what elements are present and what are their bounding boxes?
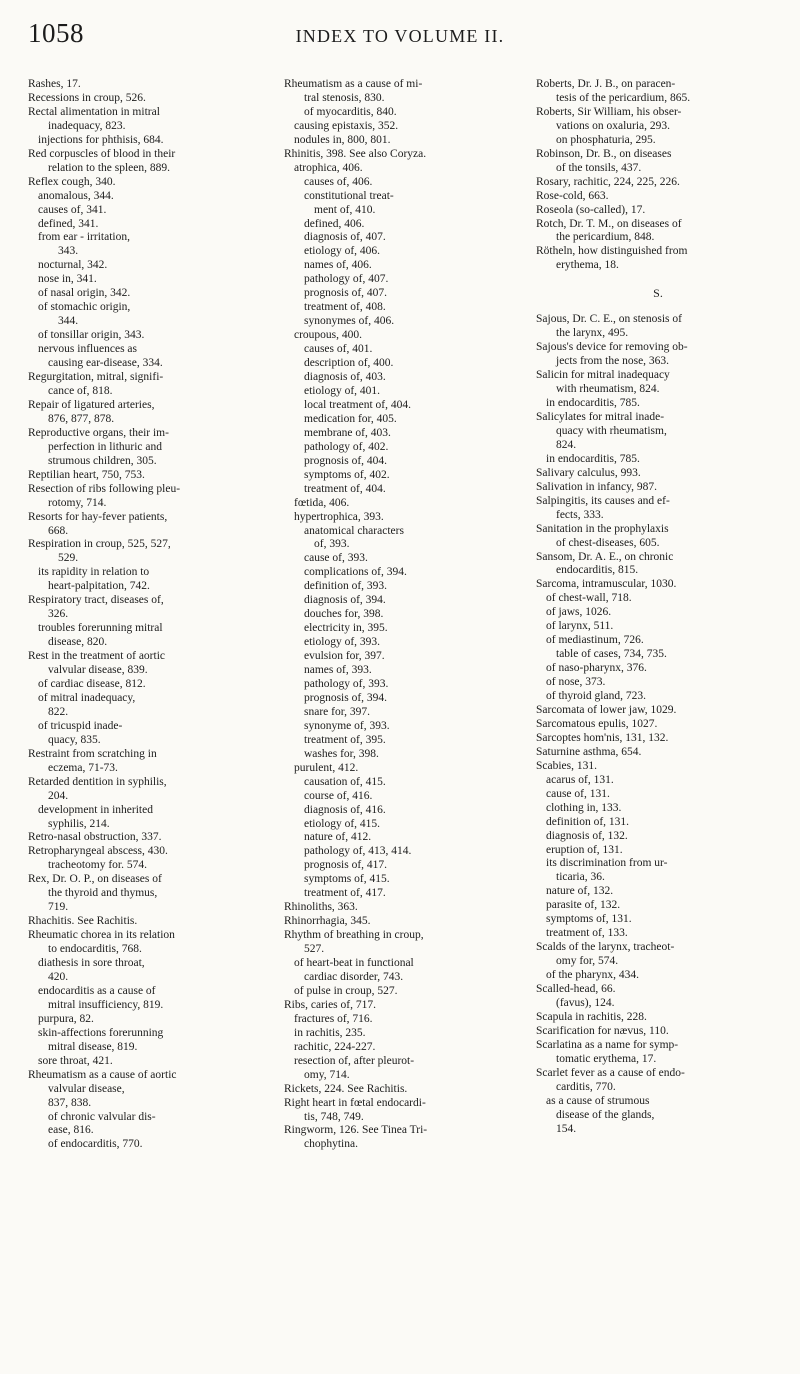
- index-entry-line: of naso-pharynx, 376.: [546, 662, 647, 675]
- index-entry-line: description of, 400.: [304, 357, 394, 370]
- index-entry-line: treatment of, 395.: [304, 733, 386, 746]
- index-entry-line: skin-affections forerunning: [38, 1026, 164, 1039]
- index-entry-line: diathesis in sore throat,: [38, 957, 145, 970]
- index-entry-line: rachitic, 224-227.: [294, 1040, 376, 1053]
- index-entry-line: nose in, 341.: [38, 273, 97, 286]
- index-entry-line: chophytina.: [304, 1138, 358, 1151]
- index-entry-line: vations on oxaluria, 293.: [556, 119, 671, 132]
- index-entry-line: strumous children, 305.: [48, 454, 157, 467]
- index-entry-line: Scarification for nævus, 110.: [536, 1024, 669, 1037]
- index-entry-line: on phosphaturia, 295.: [556, 133, 656, 146]
- index-entry-line: synonyme of, 393.: [304, 719, 390, 732]
- index-entry-line: development in inherited: [38, 803, 153, 816]
- index-entry-line: relation to the spleen, 889.: [48, 161, 170, 174]
- index-entry-line: of nasal origin, 342.: [38, 287, 131, 300]
- index-entry-line: 343.: [58, 245, 79, 258]
- index-entry-line: Roberts, Sir William, his obser-: [536, 105, 682, 118]
- index-entry-line: tesis of the pericardium, 865.: [556, 91, 691, 104]
- index-entry-line: fractures of, 716.: [294, 1012, 373, 1025]
- index-entry-line: quacy, 835.: [48, 733, 101, 746]
- index-entry-line: treatment of, 133.: [546, 927, 628, 940]
- index-entry-line: hypertrophica, 393.: [294, 510, 384, 523]
- index-entry-line: of stomachic origin,: [38, 301, 131, 314]
- index-entry-line: inadequacy, 823.: [48, 119, 126, 132]
- index-entry-line: omy for, 574.: [556, 955, 619, 968]
- index-entry-line: Retropharyngeal abscess, 430.: [28, 845, 168, 858]
- index-entry-line: Rashes, 17.: [28, 78, 81, 90]
- index-entry-line: of, 393.: [314, 538, 350, 551]
- index-entry-line: of mediastinum, 726.: [546, 634, 644, 647]
- index-entry-line: Sarcomata of lower jaw, 1029.: [536, 703, 677, 716]
- index-entry-line: etiology of, 393.: [304, 636, 381, 649]
- index-entry-line: Restraint from scratching in: [28, 747, 157, 760]
- index-entry-line: etiology of, 406.: [304, 245, 381, 258]
- index-entry-line: causing epistaxis, 352.: [294, 119, 399, 132]
- section-letter: S.: [653, 286, 663, 301]
- index-entry-line: of mitral inadequacy,: [38, 691, 136, 704]
- index-entry-line: carditis, 770.: [556, 1080, 616, 1093]
- index-entry-line: omy, 714.: [304, 1068, 350, 1081]
- index-entry-line: electricity in, 395.: [304, 622, 388, 635]
- index-entry-line: syphilis, 214.: [48, 817, 110, 830]
- index-entry-line: jects from the nose, 363.: [556, 355, 670, 368]
- index-entry-line: fœtida, 406.: [294, 496, 350, 509]
- index-column-1: [28, 78, 268, 1152]
- index-entry-line: names of, 406.: [304, 259, 372, 272]
- index-entry-line: as a cause of strumous: [546, 1094, 650, 1107]
- index-entry-line: treatment of, 417.: [304, 887, 386, 900]
- index-entry-line: 837, 838.: [48, 1096, 92, 1109]
- index-entry-line: valvular disease,: [48, 1082, 125, 1095]
- index-entry-line: in rachitis, 235.: [294, 1026, 366, 1039]
- index-entry-line: of thyroid gland, 723.: [546, 690, 646, 703]
- index-entry-line: Salivary calculus, 993.: [536, 466, 641, 479]
- index-entry-line: the pericardium, 848.: [556, 231, 655, 244]
- index-entry-line: etiology of, 415.: [304, 817, 381, 830]
- index-entry-line: Retarded dentition in syphilis,: [28, 775, 167, 788]
- index-entry-line: Sansom, Dr. A. E., on chronic: [536, 550, 674, 563]
- index-entry-line: symptoms of, 402.: [304, 468, 390, 481]
- index-entry-line: eruption of, 131.: [546, 843, 623, 856]
- index-entry-line: purpura, 82.: [38, 1012, 94, 1025]
- index-entry-line: Scalds of the larynx, tracheot-: [536, 941, 675, 954]
- index-entry-line: constitutional treat-: [304, 189, 394, 202]
- index-entry-line: names of, 393.: [304, 664, 372, 677]
- index-entry-line: Sarcoma, intramuscular, 1030.: [536, 578, 677, 591]
- index-entry-line: diagnosis of, 416.: [304, 803, 386, 816]
- page-header: [0, 12, 800, 52]
- index-entry-line: croupous, 400.: [294, 329, 363, 342]
- index-entry-line: its discrimination from ur-: [546, 857, 668, 870]
- index-entry-line: pathology of, 407.: [304, 273, 389, 286]
- index-entry-line: fects, 333.: [556, 508, 604, 521]
- index-entry-line: the thyroid and thymus,: [48, 887, 158, 900]
- index-entry-line: Rhythm of breathing in croup,: [284, 929, 424, 942]
- index-entry-line: quacy with rheumatism,: [556, 424, 667, 437]
- index-entry-line: endocarditis, 815.: [556, 564, 639, 577]
- index-entry-line: of pulse in croup, 527.: [294, 984, 398, 997]
- index-entry-line: course of, 416.: [304, 789, 373, 802]
- index-entry-line: nocturnal, 342.: [38, 259, 108, 272]
- index-entry-line: Reflex cough, 340.: [28, 175, 116, 188]
- index-entry-line: 527.: [304, 943, 325, 956]
- index-entry-line: its rapidity in relation to: [38, 566, 150, 579]
- index-entry-line: Rose-cold, 663.: [536, 189, 609, 202]
- index-entry-line: Rotch, Dr. T. M., on diseases of: [536, 217, 682, 230]
- index-entry-line: prognosis of, 404.: [304, 454, 388, 467]
- index-entry-line: 668.: [48, 524, 69, 537]
- index-entry-line: diagnosis of, 403.: [304, 371, 386, 384]
- index-entry-line: prognosis of, 407.: [304, 287, 388, 300]
- index-entry-line: causes of, 401.: [304, 343, 373, 356]
- index-entry-line: to endocarditis, 768.: [48, 943, 142, 956]
- index-entry-line: tral stenosis, 830.: [304, 91, 385, 104]
- index-entry-line: Robinson, Dr. B., on diseases: [536, 147, 672, 160]
- index-column-3: [536, 78, 780, 1137]
- index-entry-line: Respiratory tract, diseases of,: [28, 594, 164, 607]
- index-entry-line: Sanitation in the prophylaxis: [536, 522, 669, 535]
- index-entry-line: diagnosis of, 132.: [546, 829, 628, 842]
- index-entry-line: 326.: [48, 608, 69, 621]
- index-entry-line: of larynx, 511.: [546, 620, 614, 633]
- index-entry-line: diagnosis of, 394.: [304, 594, 386, 607]
- page-number: 1058: [28, 18, 84, 48]
- index-entry-line: eczema, 71-73.: [48, 761, 118, 774]
- index-entry-line: defined, 406.: [304, 217, 365, 230]
- index-entry-line: Roberts, Dr. J. B., on paracen-: [536, 78, 676, 90]
- index-entry-line: Rheumatic chorea in its relation: [28, 929, 175, 942]
- index-entry-line: nervous influences as: [38, 343, 137, 356]
- index-entry-line: prognosis of, 394.: [304, 691, 388, 704]
- index-entry-line: definition of, 393.: [304, 580, 388, 593]
- index-entry-line: Sarcomatous epulis, 1027.: [536, 717, 658, 730]
- index-entry-line: Salivation in infancy, 987.: [536, 480, 657, 493]
- index-entry-line: Scarlet fever as a cause of endo-: [536, 1066, 685, 1079]
- index-entry-line: pathology of, 413, 414.: [304, 845, 412, 858]
- index-entry-line: of the tonsils, 437.: [556, 161, 642, 174]
- index-entry-line: purulent, 412.: [294, 761, 359, 774]
- index-entry-line: table of cases, 734, 735.: [556, 648, 667, 661]
- index-entry-line: Reproductive organs, their im-: [28, 426, 169, 439]
- page-title: INDEX TO VOLUME II.: [295, 26, 505, 46]
- index-entry-line: parasite of, 132.: [546, 899, 621, 912]
- index-entry-line: ticaria, 36.: [556, 871, 605, 884]
- index-entry-line: mitral insufficiency, 819.: [48, 998, 164, 1011]
- index-entry-line: Rhachitis. See Rachitis.: [28, 915, 138, 928]
- index-entry-line: erythema, 18.: [556, 259, 619, 272]
- index-entry-line: causation of, 415.: [304, 775, 386, 788]
- index-entry-line: cause of, 131.: [546, 787, 610, 800]
- index-entry-line: Rheumatism as a cause of aortic: [28, 1068, 177, 1081]
- index-entry-line: disease of the glands,: [556, 1108, 655, 1121]
- index-entry-line: of chronic valvular dis-: [48, 1110, 156, 1123]
- index-entry-line: cance of, 818.: [48, 384, 113, 397]
- index-entry-line: douches for, 398.: [304, 608, 384, 621]
- index-entry-line: resection of, after pleurot-: [294, 1054, 415, 1067]
- index-entry-line: 529.: [58, 552, 79, 565]
- index-entry-line: treatment of, 408.: [304, 301, 386, 314]
- index-entry-line: of the pharynx, 434.: [546, 969, 639, 982]
- index-entry-line: Sajous, Dr. C. E., on stenosis of: [536, 313, 682, 326]
- index-entry-line: Scabies, 131.: [536, 759, 598, 772]
- index-entry-line: in endocarditis, 785.: [546, 452, 640, 465]
- index-entry-line: medication for, 405.: [304, 412, 397, 425]
- index-entry-line: Ribs, caries of, 717.: [284, 998, 376, 1011]
- index-entry-line: sore throat, 421.: [38, 1054, 113, 1067]
- index-entry-line: injections for phthisis, 684.: [38, 133, 164, 146]
- index-entry-line: 824.: [556, 438, 577, 451]
- index-entry-line: Rosary, rachitic, 224, 225, 226.: [536, 175, 680, 188]
- index-entry-line: perfection in lithuric and: [48, 440, 163, 453]
- index-entry-line: Rheumatism as a cause of mi-: [284, 78, 423, 90]
- index-entry-line: pathology of, 393.: [304, 677, 389, 690]
- index-entry-line: Resection of ribs following pleu-: [28, 482, 181, 495]
- index-entry-line: mitral disease, 819.: [48, 1040, 138, 1053]
- index-column-2: [284, 78, 524, 1152]
- index-entry-line: atrophica, 406.: [294, 161, 363, 174]
- index-entry-line: Scalled-head, 66.: [536, 983, 616, 996]
- index-entry-line: local treatment of, 404.: [304, 398, 411, 411]
- index-entry-line: ease, 816.: [48, 1124, 94, 1137]
- index-entry-line: Roseola (so-called), 17.: [536, 203, 646, 216]
- index-entry-line: Sarcoptes hom'nis, 131, 132.: [536, 731, 669, 744]
- index-entry-line: anatomical characters: [304, 524, 404, 537]
- index-entry-line: ment of, 410.: [314, 203, 376, 216]
- index-entry-line: defined, 341.: [38, 217, 99, 230]
- index-entry-line: valvular disease, 839.: [48, 664, 148, 677]
- index-entry-line: Scapula in rachitis, 228.: [536, 1010, 647, 1023]
- index-entry-line: Rhinitis, 398. See also Coryza.: [284, 147, 427, 160]
- index-entry-line: 719.: [48, 901, 69, 914]
- index-entry-line: Ringworm, 126. See Tinea Tri-: [284, 1124, 428, 1137]
- index-entry-line: of tricuspid inade-: [38, 719, 123, 732]
- index-entry-line: heart-palpitation, 742.: [48, 580, 150, 593]
- index-entry-line: treatment of, 404.: [304, 482, 386, 495]
- index-entry-line: of endocarditis, 770.: [48, 1138, 143, 1151]
- index-entry-line: of jaws, 1026.: [546, 606, 612, 619]
- index-entry-line: 822.: [48, 705, 69, 718]
- index-entry-line: acarus of, 131.: [546, 773, 614, 786]
- index-entry-line: troubles forerunning mitral: [38, 622, 163, 635]
- index-entry-line: Reptilian heart, 750, 753.: [28, 468, 145, 481]
- index-entry-line: tis, 748, 749.: [304, 1110, 364, 1123]
- index-entry-line: tomatic erythema, 17.: [556, 1052, 657, 1065]
- index-entry-line: Retro-nasal obstruction, 337.: [28, 831, 162, 844]
- index-entry-line: Salpingitis, its causes and ef-: [536, 494, 670, 507]
- index-entry-line: Respiration in croup, 525, 527,: [28, 538, 171, 551]
- index-entry-line: in endocarditis, 785.: [546, 397, 640, 410]
- index-entry-line: 154.: [556, 1122, 577, 1135]
- index-entry-line: Rötheln, how distinguished from: [536, 245, 688, 258]
- index-entry-line: Repair of ligatured arteries,: [28, 398, 155, 411]
- index-entry-line: cardiac disorder, 743.: [304, 971, 404, 983]
- index-entry-line: symptoms of, 415.: [304, 873, 390, 886]
- index-entry-line: Recessions in croup, 526.: [28, 91, 146, 104]
- index-entry-line: from ear - irritation,: [38, 231, 130, 244]
- index-entry-line: Salicylates for mitral inade-: [536, 410, 665, 423]
- index-entry-line: prognosis of, 417.: [304, 859, 388, 872]
- index-entry-line: Resorts for hay-fever patients,: [28, 510, 168, 523]
- index-entry-line: causes of, 406.: [304, 175, 373, 188]
- index-entry-line: endocarditis as a cause of: [38, 984, 156, 997]
- index-entry-line: pathology of, 402.: [304, 440, 389, 453]
- index-entry-line: evulsion for, 397.: [304, 650, 385, 663]
- index-entry-line: definition of, 131.: [546, 815, 630, 828]
- index-entry-line: disease, 820.: [48, 636, 108, 649]
- index-entry-line: (favus), 124.: [556, 997, 615, 1009]
- index-entry-line: nodules in, 800, 801.: [294, 133, 391, 146]
- index-entry-line: snare for, 397.: [304, 705, 370, 718]
- index-entry-line: Saturnine asthma, 654.: [536, 745, 642, 758]
- index-entry-line: symptoms of, 131.: [546, 913, 632, 926]
- index-entry-line: Scarlatina as a name for symp-: [536, 1038, 679, 1051]
- index-entry-line: 420.: [48, 971, 69, 983]
- index-entry-line: of cardiac disease, 812.: [38, 677, 146, 690]
- index-entry-line: diagnosis of, 407.: [304, 231, 386, 244]
- index-entry-line: Rhinorrhagia, 345.: [284, 915, 371, 928]
- index-entry-line: of heart-beat in functional: [294, 957, 414, 970]
- index-entry-line: nature of, 412.: [304, 831, 372, 844]
- index-entry-line: membrane of, 403.: [304, 426, 391, 439]
- index-entry-line: Right heart in fœtal endocardi-: [284, 1096, 426, 1109]
- index-entry-line: Salicin for mitral inadequacy: [536, 369, 670, 382]
- index-entry-line: anomalous, 344.: [38, 189, 114, 202]
- index-entry-line: of chest-diseases, 605.: [556, 536, 660, 549]
- index-entry-line: of myocarditis, 840.: [304, 105, 397, 118]
- index-entry-line: etiology of, 401.: [304, 384, 381, 397]
- index-entry-line: Rex, Dr. O. P., on diseases of: [28, 873, 162, 886]
- index-entry-line: causes of, 341.: [38, 203, 107, 216]
- index-entry-line: of tonsillar origin, 343.: [38, 329, 145, 342]
- index-entry-line: Regurgitation, mitral, signifi-: [28, 371, 164, 384]
- index-entry-line: Rhinoliths, 363.: [284, 901, 358, 914]
- index-entry-line: clothing in, 133.: [546, 801, 622, 814]
- index-entry-line: Rectal alimentation in mitral: [28, 105, 160, 118]
- index-entry-line: complications of, 394.: [304, 566, 407, 579]
- index-entry-line: 204.: [48, 789, 69, 802]
- index-entry-line: causing ear-disease, 334.: [48, 357, 163, 370]
- index-entry-line: rotomy, 714.: [48, 496, 107, 509]
- index-entry-line: Rest in the treatment of aortic: [28, 650, 165, 663]
- index-entry-line: of nose, 373.: [546, 676, 606, 689]
- index-entry-line: 876, 877, 878.: [48, 412, 115, 425]
- index-entry-line: Rickets, 224. See Rachitis.: [284, 1082, 408, 1095]
- index-entry-line: the larynx, 495.: [556, 327, 629, 340]
- index-entry-line: 344.: [58, 315, 79, 328]
- index-entry-line: Red corpuscles of blood in their: [28, 147, 176, 160]
- index-entry-line: washes for, 398.: [304, 747, 379, 760]
- index-entry-line: nature of, 132.: [546, 885, 614, 898]
- index-entry-line: synonymes of, 406.: [304, 315, 395, 328]
- index-entry-line: tracheotomy for. 574.: [48, 859, 148, 872]
- index-entry-line: with rheumatism, 824.: [556, 383, 660, 396]
- index-entry-line: of chest-wall, 718.: [546, 592, 632, 605]
- index-entry-line: cause of, 393.: [304, 552, 368, 565]
- index-entry-line: Sajous's device for removing ob-: [536, 341, 688, 354]
